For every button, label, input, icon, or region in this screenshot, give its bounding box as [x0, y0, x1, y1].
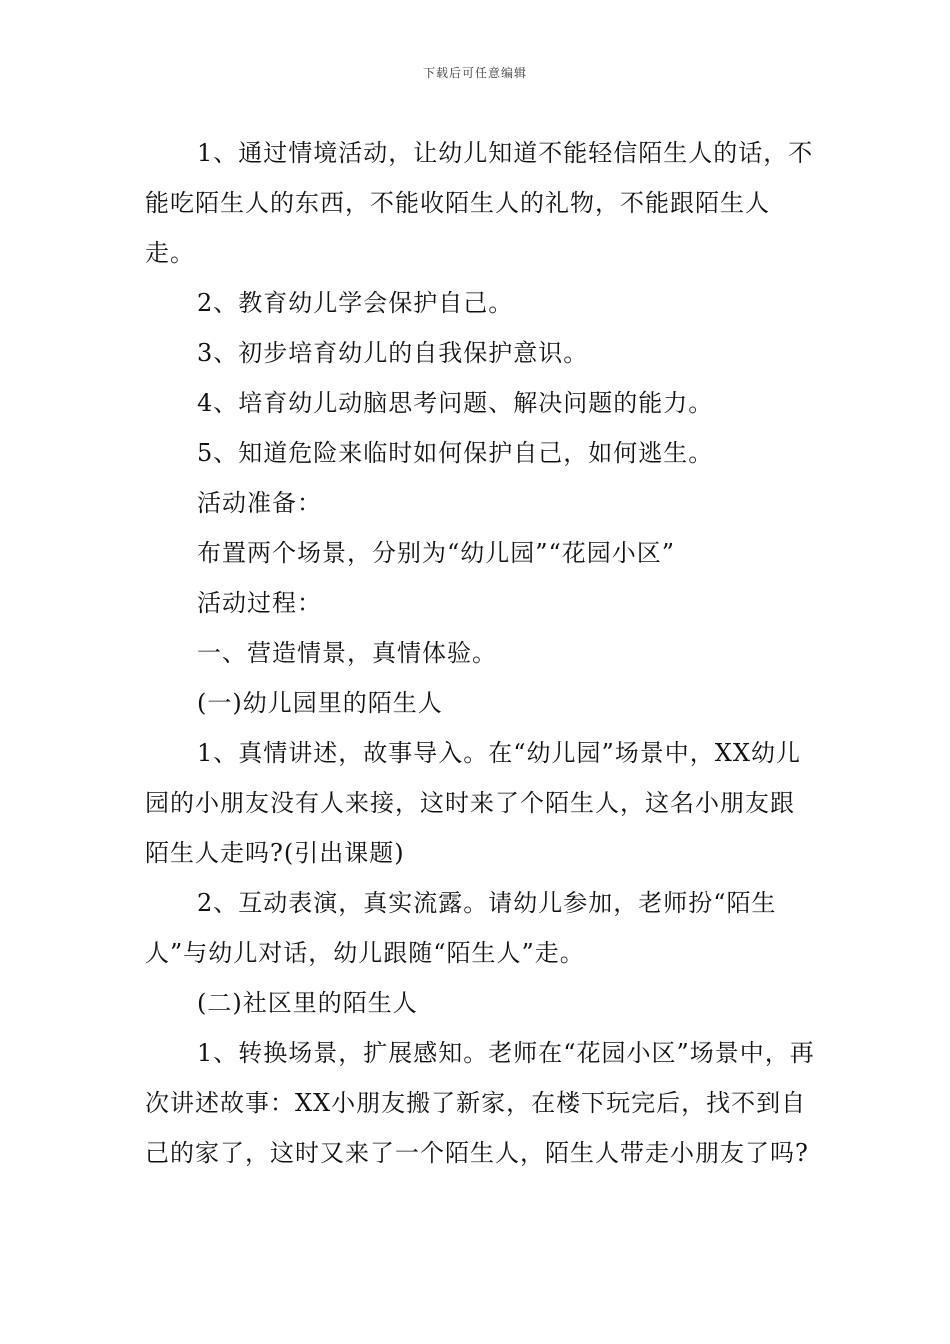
subheading-kindergarten: (一)幼儿园里的陌生人 — [197, 689, 443, 717]
heading-section-1: 一、营造情景，真情体验。 — [197, 639, 497, 667]
heading-process: 活动过程： — [197, 589, 322, 617]
paragraph-objective-2: 2、教育幼儿学会保护自己。 — [197, 289, 514, 317]
paragraph-scene-change: 1、转换场景，扩展感知。老师在“花园小区”场景中，再次讲述故事：XX小朋友搬了新家，在楼下玩完后，找不到自己的家了，这时又来了一个陌生人，陌生人带走小朋友了吗? — [145, 1039, 815, 1167]
paragraph-objective-4: 4、培育幼儿动脑思考问题、解决问题的能力。 — [197, 389, 714, 417]
document-body — [145, 128, 815, 1178]
paragraph-objective-5: 5、知道危险来临时如何保护自己，如何逃生。 — [197, 439, 714, 467]
paragraph-objective-1: 1、通过情境活动，让幼儿知道不能轻信陌生人的话，不能吃陌生人的东西，不能收陌生人的礼物，不能跟陌生人走。 — [145, 139, 814, 267]
subheading-community: (二)社区里的陌生人 — [197, 989, 418, 1017]
paragraph-preparation: 布置两个场景，分别为“幼儿园”“花园小区” — [197, 539, 676, 567]
paragraph-role-play: 2、互动表演，真实流露。请幼儿参加，老师扮“陌生人”与幼儿对话，幼儿跟随“陌生人”走。 — [145, 889, 777, 967]
heading-preparation: 活动准备： — [197, 489, 322, 517]
paragraph-story-intro: 1、真情讲述，故事导入。在“幼儿园”场景中，XX幼儿园的小朋友没有人来接，这时来了个陌生人，这名小朋友跟陌生人走吗?(引出课题) — [145, 739, 801, 867]
page-header-note: 下载后可任意编辑 — [422, 66, 527, 80]
paragraph-objective-3: 3、初步培育幼儿的自我保护意识。 — [197, 339, 589, 367]
